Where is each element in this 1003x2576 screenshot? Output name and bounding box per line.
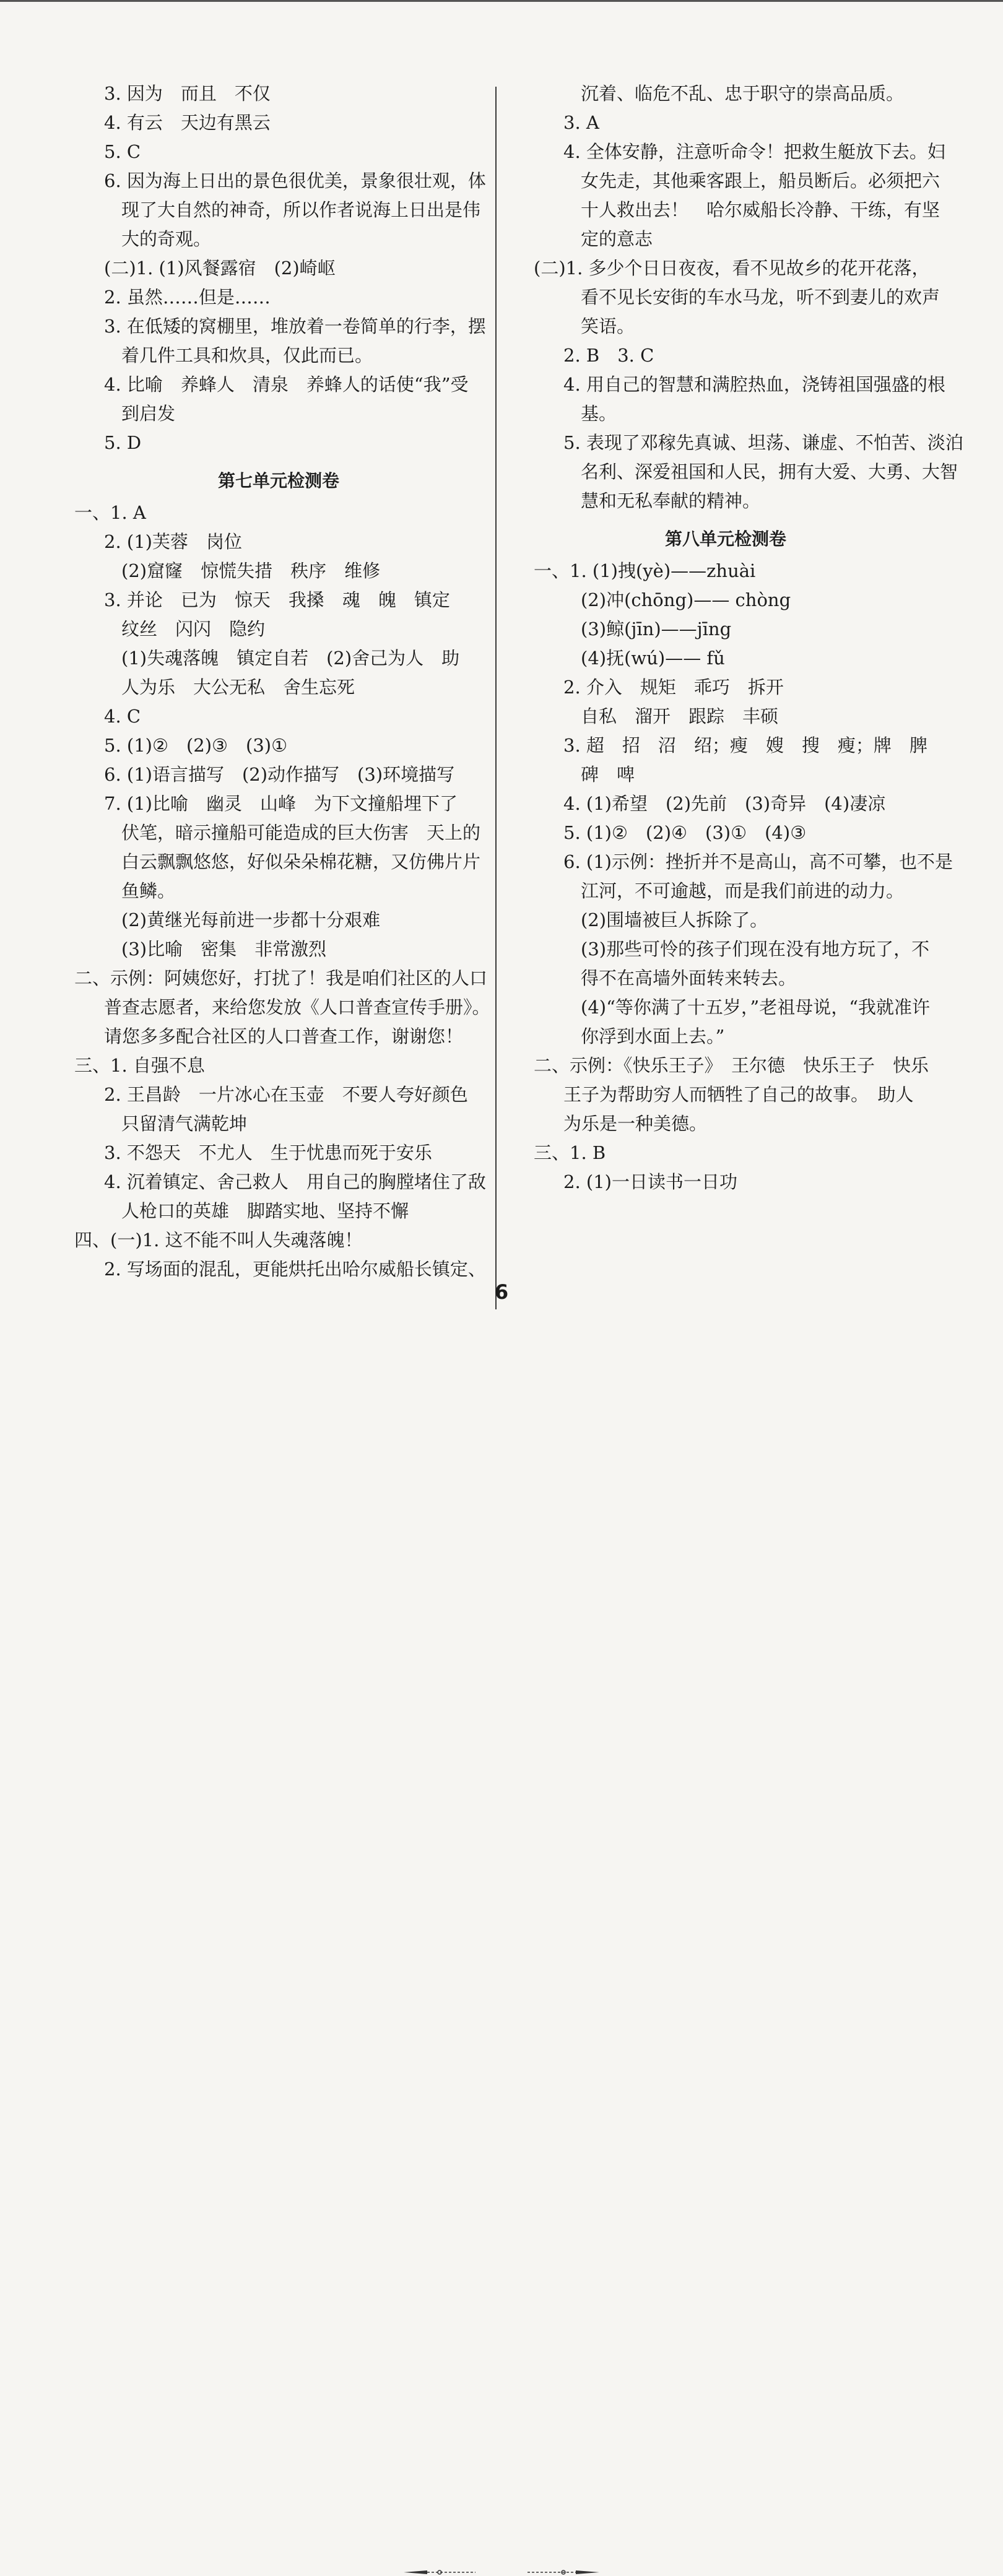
left-ornament-icon: [402, 2569, 477, 2576]
answer-line: 5. D: [104, 432, 142, 453]
answer-line: 三、1. B: [534, 1142, 606, 1163]
answer-line: 2. 写场面的混乱，更能烘托出哈尔威船长镇定、: [104, 1259, 486, 1280]
answer-line: 纹丝 闪闪 隐约: [121, 618, 266, 640]
answer-line: 白云飘飘悠悠，好似朵朵棉花糖，又仿佛片片: [121, 851, 481, 872]
answer-line: 4. 有云 天边有黑云: [104, 112, 271, 133]
answer-line: 3. 并论 已为 惊天 我搡 魂 魄 镇定: [104, 589, 450, 610]
answer-line: (3)比喻 密集 非常激烈: [121, 939, 327, 960]
answer-line: 7. (1)比喻 幽灵 山峰 为下文撞船埋下了: [104, 793, 458, 814]
answer-line: 6. (1)示例：挫折并不是高山，高不可攀，也不是: [563, 851, 953, 872]
answer-line: 人枪口的英雄 脚踏实地、坚持不懈: [121, 1200, 409, 1221]
answer-line: 3. 在低矮的窝棚里，堆放着一卷简单的行李，摆: [104, 316, 486, 337]
section-heading: 第八单元检测卷: [664, 529, 786, 549]
answer-line: 王子为帮助穷人而牺牲了自己的故事。 助人: [563, 1084, 914, 1105]
answer-line: 3. 超 招 沼 绍；瘦 嫂 搜 瘦；牌 脾: [563, 735, 927, 756]
answer-line: (2)窟窿 惊慌失措 秩序 维修: [121, 560, 381, 581]
answer-line: 十人救出去！ 哈尔威船长冷静、干练，有坚: [581, 199, 940, 220]
answer-line: 江河，不可逾越，而是我们前进的动力。: [581, 880, 905, 901]
answer-line: 自私 溜开 跟踪 丰硕: [581, 706, 779, 727]
answer-line: 为乐是一种美德。: [563, 1113, 708, 1134]
answer-line: 2. 虽然……但是……: [104, 287, 271, 308]
answer-line: (二)1. (1)风餐露宿 (2)崎岖: [104, 258, 336, 279]
answer-line: 2. (1)一日读书一日功: [563, 1171, 737, 1192]
answer-line: (二)1. 多少个日日夜夜，看不见故乡的花开花落，: [534, 258, 930, 279]
answer-line: 名利、深爱祖国和人民，拥有大爱、大勇、大智: [581, 461, 958, 482]
answer-line: 一、1. (1)拽(yè)——zhuài: [534, 560, 756, 581]
answer-line: 看不见长安街的车水马龙，听不到妻儿的欢声: [581, 287, 940, 308]
answer-line: (1)失魂落魄 镇定自若 (2)舍己为人 助: [121, 648, 460, 669]
answer-line: 现了大自然的神奇，所以作者说海上日出是伟: [121, 199, 481, 220]
answer-line: 2. 介入 规矩 乖巧 拆开: [563, 677, 784, 698]
answer-line: 5. (1)② (2)④ (3)① (4)③: [563, 822, 807, 843]
answer-line: 5. (1)② (2)③ (3)①: [104, 735, 288, 756]
answer-line: 鱼鳞。: [121, 880, 176, 901]
answer-line: 4. 比喻 养蜂人 清泉 养蜂人的话使“我”受: [104, 374, 469, 395]
answer-line: (3)那些可怜的孩子们现在没有地方玩了，不: [581, 939, 930, 960]
answer-line: 二、示例：《快乐王子》 王尔德 快乐王子 快乐: [534, 1055, 929, 1076]
answer-line: 沉着、临危不乱、忠于职守的崇高品质。: [581, 83, 905, 104]
answer-line: 大的奇观。: [121, 228, 212, 249]
answer-line: 请您多多配合社区的人口普查工作，谢谢您！: [104, 1026, 464, 1047]
answer-line: 笑语。: [581, 316, 635, 337]
answer-line: 4. 沉着镇定、舍己救人 用自己的胸膛堵住了敌: [104, 1171, 486, 1192]
answer-line: (4)抚(wú)—— fǔ: [581, 648, 725, 669]
answer-line: 基。: [581, 403, 617, 424]
right-column: [534, 79, 963, 1197]
answer-line: 6. (1)语言描写 (2)动作描写 (3)环境描写: [104, 764, 455, 785]
answer-line: 定的意志: [581, 228, 653, 249]
answer-line: (3)鲸(jīn)——jīng: [581, 618, 732, 640]
page-number: 6: [494, 1280, 509, 1304]
top-border-line: [0, 0, 1003, 2]
answer-line: 慧和无私奉献的精神。: [581, 490, 761, 511]
answer-line: 4. 用自己的智慧和满腔热血，浇铸祖国强盛的根: [563, 374, 945, 395]
answer-line: 2. 王昌龄 一片冰心在玉壶 不要人夸好颜色: [104, 1084, 468, 1105]
answer-line: 普查志愿者，来给您发放《人口普查宣传手册》。: [104, 997, 490, 1018]
answer-line: 4. C: [104, 706, 141, 727]
answer-line: 到启发: [121, 403, 176, 424]
answer-line: (2)冲(chōng)—— chòng: [581, 589, 791, 610]
answer-line: 得不在高墙外面转来转去。: [581, 968, 797, 989]
answer-line: 只留清气满乾坤: [121, 1113, 248, 1134]
answer-line: 三、1. 自强不息: [74, 1055, 205, 1076]
answer-line: (2)围墙被巨人拆除了。: [581, 909, 768, 930]
answer-line: 2. (1)芙蓉 岗位: [104, 531, 242, 552]
left-column: [74, 79, 490, 1284]
answer-line: 5. C: [104, 141, 141, 162]
right-ornament-icon: [526, 2569, 601, 2576]
answer-line: 着几件工具和炊具，仅此而已。: [121, 345, 373, 366]
answer-line: 四、(一)1. 这不能不叫人失魂落魄！: [74, 1229, 363, 1251]
answer-line: 5. 表现了邓稼先真诚、坦荡、谦虚、不怕苦、淡泊: [563, 432, 963, 453]
column-divider: [495, 87, 497, 1309]
answer-line: 一、1. A: [74, 502, 146, 523]
answer-line: 3. A: [563, 112, 599, 133]
answer-line: 6. 因为海上日出的景色很优美，景象很壮观，体: [104, 170, 486, 191]
answer-line: 女先走，其他乘客跟上，船员断后。必须把六: [581, 170, 940, 191]
answer-line: 3. 不怨天 不尤人 生于忧患而死于安乐: [104, 1142, 432, 1163]
answer-line: 4. (1)希望 (2)先前 (3)奇异 (4)凄凉: [563, 793, 886, 814]
section-heading: 第七单元检测卷: [217, 471, 339, 491]
answer-line: 碑 啤: [581, 764, 635, 785]
answer-line: 伏笔，暗示撞船可能造成的巨大伤害 天上的: [121, 822, 481, 843]
answer-line: (4)“等你满了十五岁，”老祖母说，“我就准许: [581, 997, 931, 1018]
answer-line: 人为乐 大公无私 舍生忘死: [121, 677, 355, 698]
answer-line: 3. 因为 而且 不仅: [104, 83, 271, 104]
answer-line: 2. B 3. C: [563, 345, 654, 366]
answer-line: 二、示例：阿姨您好，打扰了！我是咱们社区的人口: [74, 968, 488, 989]
answer-line: 你浮到水面上去。”: [581, 1026, 725, 1047]
answer-line: 4. 全体安静，注意听命令！把救生艇放下去。妇: [563, 141, 945, 162]
answer-line: (2)黄继光每前进一步都十分艰难: [121, 909, 381, 930]
